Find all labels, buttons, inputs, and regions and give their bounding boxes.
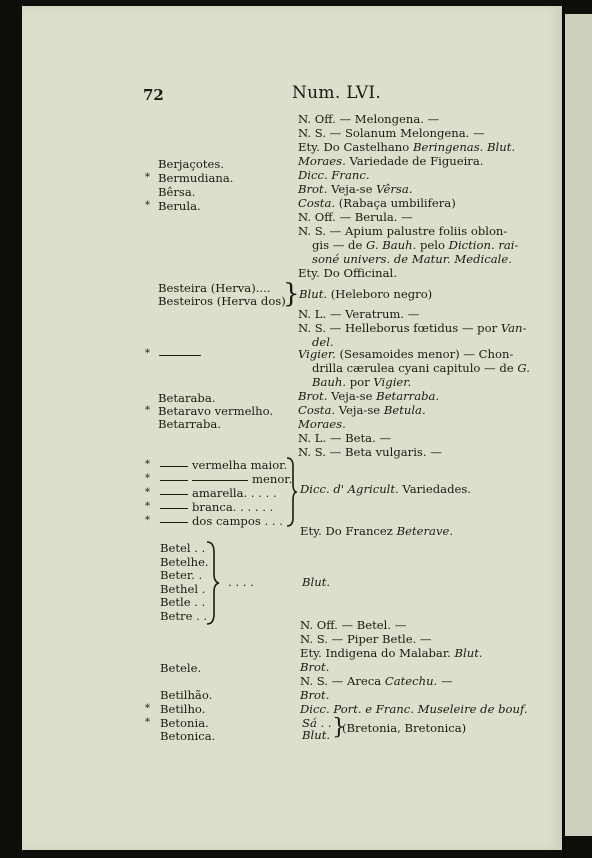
asterisk-icon: * <box>145 501 150 512</box>
betel-ety: Ety. Indigena do Malabar. Blut. <box>300 646 483 660</box>
moraes-figueira: Moraes. Variedade de Figueira. <box>298 154 484 168</box>
entry-berula: Berula. <box>158 199 201 213</box>
blut-betel: Blut. <box>302 575 331 589</box>
entry-beta-branca: branca. . . . . . <box>160 500 273 514</box>
brace-icon <box>204 540 220 626</box>
brace-icon <box>284 456 298 528</box>
entry-beta-amarella: amarella. . . . . <box>160 486 277 500</box>
costa-rabaca: Costa. (Rabaça umbilifera) <box>298 196 456 210</box>
sa: Sá . . <box>302 716 332 730</box>
entry-bermudiana: Bermudiana. <box>158 171 234 185</box>
brace-icon: } <box>283 279 300 309</box>
entry-betonica: Betonica. <box>160 729 216 743</box>
entry-betle: Betle . . <box>160 595 206 609</box>
asterisk-icon: * <box>145 703 150 714</box>
leader-dots: . . . . <box>228 575 254 589</box>
brot-betilhao: Brot. <box>300 688 330 702</box>
asterisk-icon: * <box>145 348 150 359</box>
helleborus: N. S. — Helleborus fœtidus — por Van- <box>298 321 527 335</box>
entry-beta-vermelha-maior: vermelha maior. <box>160 458 287 472</box>
dicc-port-franc: Dicc. Port. e Franc. Museleire de bouf. <box>300 702 528 716</box>
berula-off: N. Off. — Berula. — <box>298 210 413 224</box>
brot-versa: Brot. Veja-se Vêrsa. <box>298 182 413 196</box>
entry-besteira: Besteira (Herva).... <box>158 281 271 295</box>
page-title: Num. LVI. <box>292 83 382 103</box>
asterisk-icon: * <box>145 473 150 484</box>
blut-bretonia: Blut. <box>302 728 331 742</box>
brot-betele: Brot. <box>300 660 330 674</box>
berula-ety: Ety. Do Officinal. <box>298 266 397 280</box>
entry-beter: Beter. . <box>160 568 203 582</box>
brot-betarraba: Brot. Veja-se Betarraba. <box>298 389 440 403</box>
entry-betre: Betre . . <box>160 609 208 623</box>
veratrum: N. L. — Veratrum. — <box>298 307 420 321</box>
entry-beta-menor: menor. <box>160 472 292 486</box>
dicc-agricult: Dicc. d' Agricult. Variedades. <box>300 482 471 496</box>
entry-beta-campos: dos campos . . . <box>160 514 283 528</box>
berula-ns-1: N. S. — Apium palustre foliis oblon- <box>298 224 508 238</box>
melongena-ns: N. S. — Solanum Melongena. — <box>298 126 485 140</box>
asterisk-icon: * <box>145 515 150 526</box>
asterisk-icon: * <box>145 172 150 183</box>
dicc-franc: Dicc. Franc. <box>298 168 370 182</box>
asterisk-icon: * <box>145 487 150 498</box>
asterisk-icon: * <box>145 200 150 211</box>
berula-ns-3: soné univers. de Matur. Medicale. <box>312 252 512 266</box>
blut-heleboro: Blut. (Heleboro negro) <box>299 287 433 301</box>
ety-francez: Ety. Do Francez Beterave. <box>300 524 454 538</box>
asterisk-icon: * <box>145 405 150 416</box>
vigier-1: Vigier. (Sesamoides menor) — Chon- <box>298 347 514 361</box>
areca: N. S. — Areca Catechu. — <box>300 674 453 688</box>
entry-betel: Betel . . <box>160 541 206 555</box>
asterisk-icon: * <box>145 459 150 470</box>
entry-betelhe: Betelhe. <box>160 555 209 569</box>
betel-ns: N. S. — Piper Betle. — <box>300 632 432 646</box>
costa-betula: Costa. Veja-se Betula. <box>298 403 426 417</box>
entry-berjacotes: Berjaçotes. <box>158 157 225 171</box>
entry-betonia: Betonia. <box>160 716 209 730</box>
bretonia: (Bretonia, Bretonica) <box>342 721 467 735</box>
page-number: 72 <box>143 86 164 104</box>
entry-betaravo: Betaravo vermelho. <box>158 404 274 418</box>
entry-betaraba: Betaraba. <box>158 391 216 405</box>
beta-ns: N. S. — Beta vulgaris. — <box>298 445 442 459</box>
melongena-ety: Ety. Do Castelhano Beringenas. Blut. <box>298 140 516 154</box>
next-page-edge <box>565 14 592 836</box>
beta-nl: N. L. — Beta. — <box>298 431 392 445</box>
entry-betele: Betele. <box>160 661 202 675</box>
entry-bethel: Bethel . <box>160 582 206 596</box>
vigier-3: Bauh. por Vigier. <box>312 375 412 389</box>
helleborus-cont: del. <box>312 335 334 349</box>
moraes-2: Moraes. <box>298 417 346 431</box>
betel-off: N. Off. — Betel. — <box>300 618 407 632</box>
brace-icon: } <box>332 715 346 740</box>
entry-besteiros: Besteiros (Herva dos) <box>158 294 286 308</box>
entry-betilhao: Betilhão. <box>160 688 213 702</box>
blank-dash <box>159 347 205 361</box>
asterisk-icon: * <box>145 717 150 728</box>
entry-betarraba: Betarraba. <box>158 417 221 431</box>
entry-betilho: Betilho. <box>160 702 206 716</box>
berula-ns-2: gis — de G. Bauh. pelo Diction. rai- <box>312 238 519 252</box>
entry-bersa: Bêrsa. <box>158 185 196 199</box>
vigier-2: drilla cærulea cyani capitulo — de G. <box>312 361 530 375</box>
melongena-off: N. Off. — Melongena. — <box>298 112 440 126</box>
